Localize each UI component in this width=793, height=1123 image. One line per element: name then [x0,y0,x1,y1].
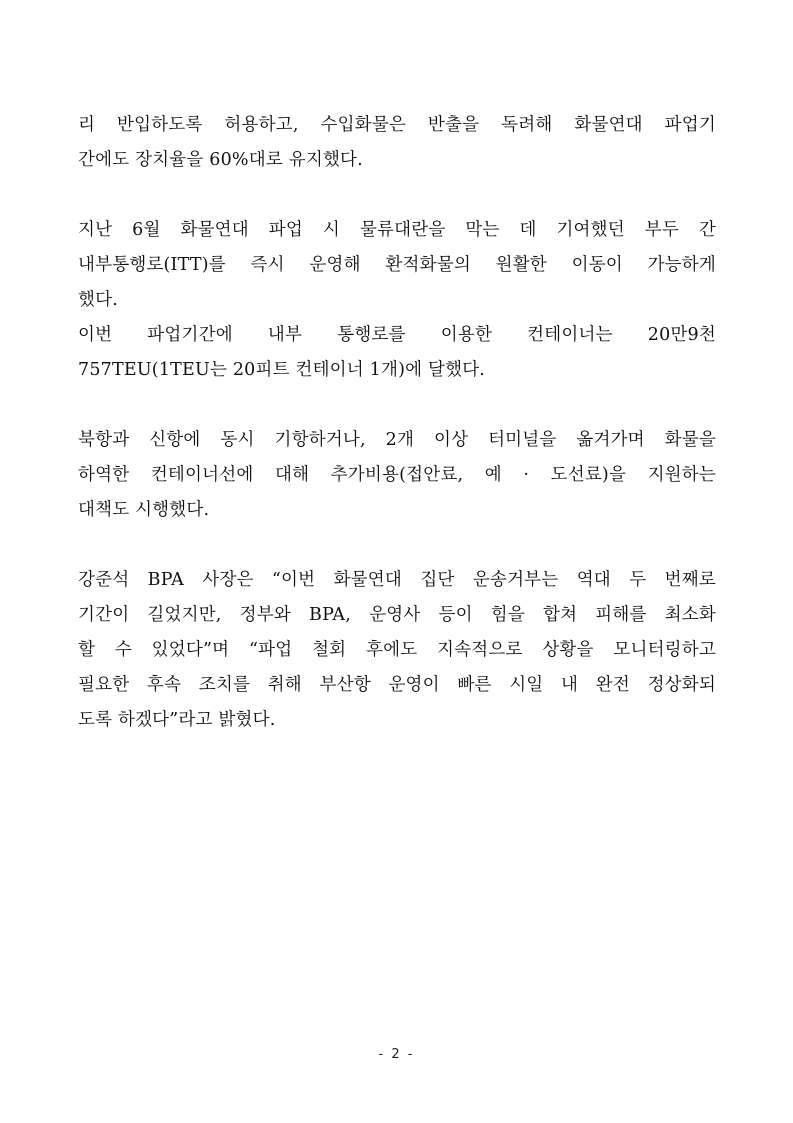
paragraph-3-line-3: 대책도 시행했다. [78,500,210,520]
paragraph-2-line-4: 이번 파업기간에 내부 통행로를 이용한 컨테이너는 20만9천 [78,325,716,345]
paragraph-4-line-3: 할 수 있었다”며 “파업 철회 후에도 지속적으로 상황을 모니터링하고 [78,640,716,660]
paragraph-3-line-2: 하역한 컨테이너선에 대해 추가비용(접안료, 예 · 도선료)을 지원하는 [78,465,716,485]
paragraph-2-line-2: 내부통행로(ITT)를 즉시 운영해 환적화물의 원활한 이동이 가능하게 [78,255,716,275]
paragraph-3-line-1: 북항과 신항에 동시 기항하거나, 2개 이상 터미널을 옮겨가며 화물을 [78,430,716,450]
paragraph-2-line-3: 했다. [78,290,118,310]
page-number: - 2 - [378,1047,415,1062]
paragraph-4-line-1: 강준석 BPA 사장은 “이번 화물연대 집단 운송거부는 역대 두 번째로 [78,570,716,590]
paragraph-2-line-5: 757TEU(1TEU는 20피트 컨테이너 1개)에 달했다. [78,360,486,380]
paragraph-2-line-1: 지난 6월 화물연대 파업 시 물류대란을 막는 데 기여했던 부두 간 [78,220,716,240]
paragraph-4-line-4: 필요한 후속 조치를 취해 부산항 운영이 빠른 시일 내 완전 정상화되 [78,675,716,695]
paragraph-1-line-2: 간에도 장치율을 60%대로 유지했다. [78,150,363,170]
paragraph-1-line-1: 리 반입하도록 허용하고, 수입화물은 반출을 독려해 화물연대 파업기 [78,115,716,135]
paragraph-4-line-5: 도록 하겠다”라고 밝혔다. [78,710,276,730]
paragraph-4-line-2: 기간이 길었지만, 정부와 BPA, 운영사 등이 힘을 합쳐 피해를 최소화 [78,605,716,625]
